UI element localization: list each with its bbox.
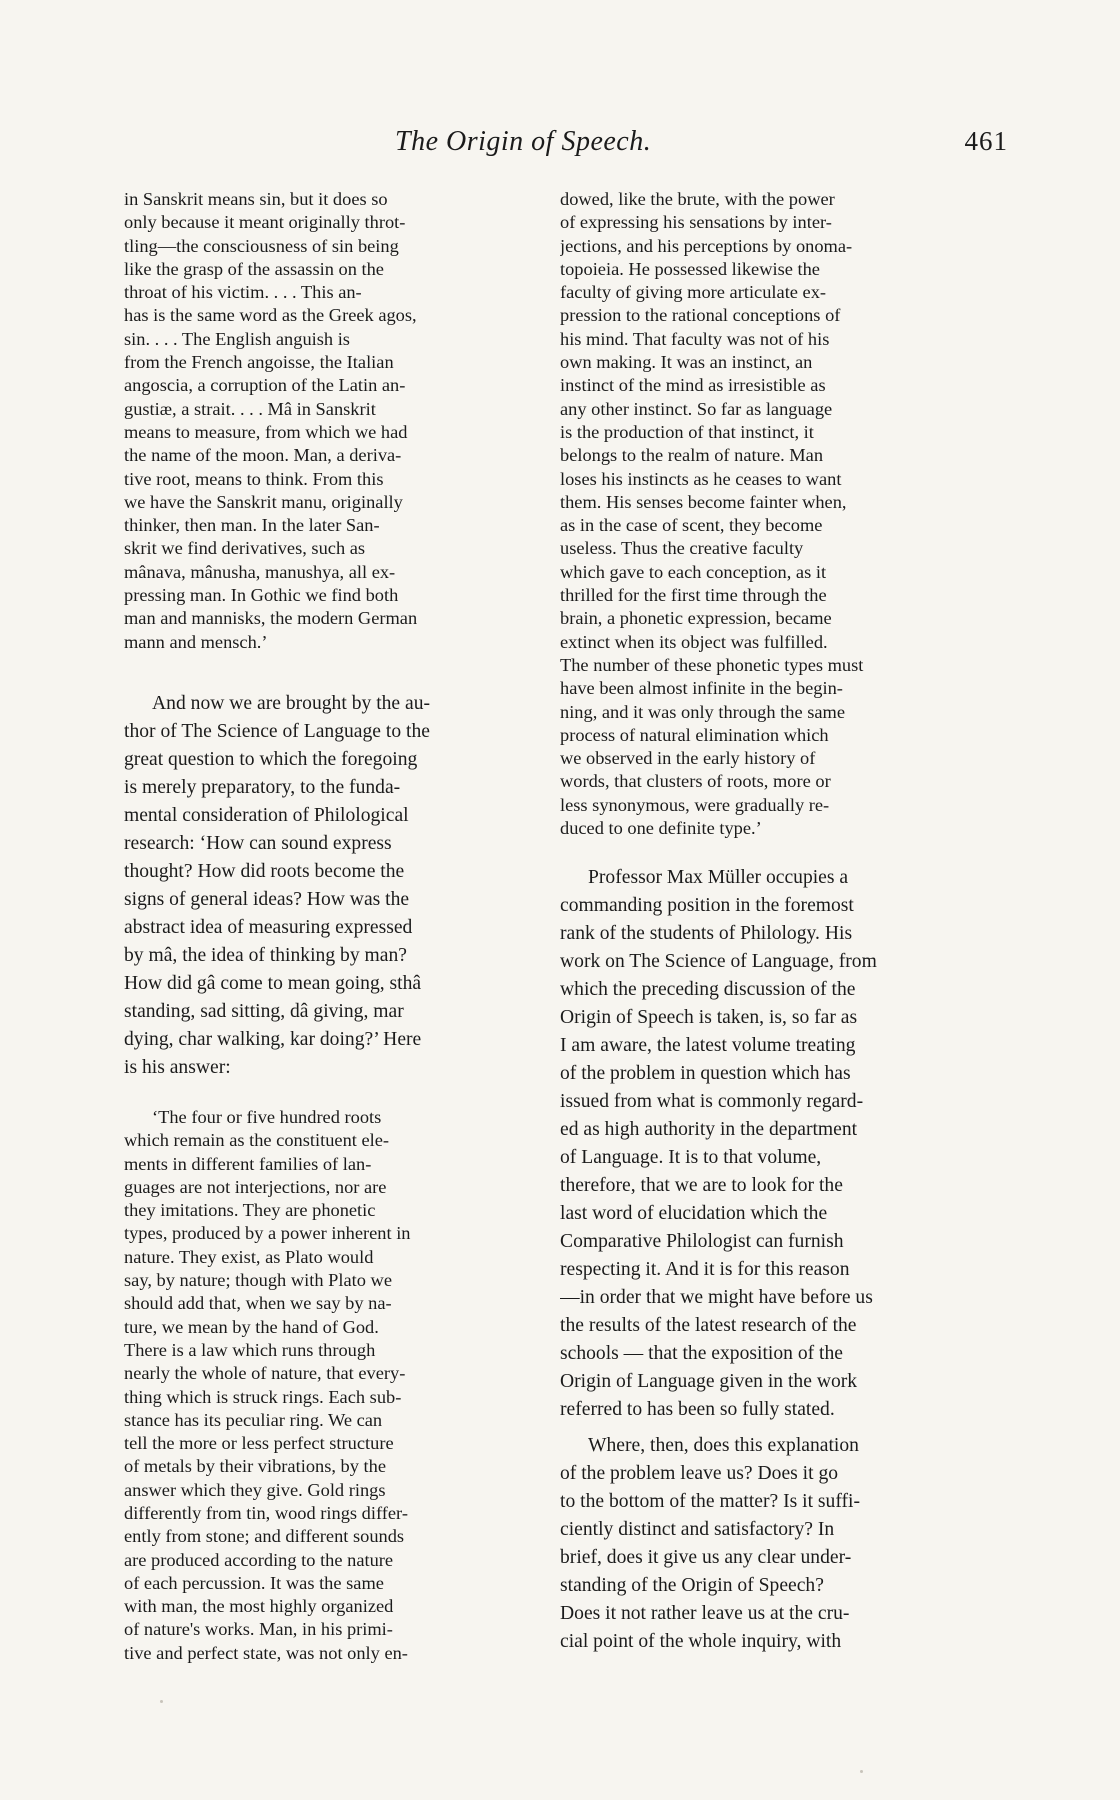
text-line: which the preceding discussion of the: [560, 979, 856, 1001]
text-line: signs of general ideas? How was the: [124, 888, 410, 910]
text-line: Where, then, does this explanation: [588, 1435, 859, 1457]
text-line: throat of his victim. . . . This an-: [124, 282, 362, 303]
quote-block-continued: [560, 188, 967, 840]
text-line: work on The Science of Language, from: [560, 951, 877, 973]
text-line: process of natural elimination which: [560, 724, 829, 745]
text-line: loses his instincts as he ceases to want: [560, 468, 842, 489]
text-line: is merely preparatory, to the funda-: [124, 776, 401, 798]
text-line: his mind. That faculty was not of his: [560, 328, 830, 349]
text-line: tive and perfect state, was not only en-: [124, 1642, 408, 1663]
text-line: I am aware, the latest volume treating: [560, 1035, 856, 1057]
text-line: thing which is struck rings. Each sub-: [124, 1386, 402, 1407]
text-line: of the problem in question which has: [560, 1063, 851, 1085]
running-header: [0, 126, 1120, 170]
text-line: is his answer:: [124, 1056, 231, 1078]
text-line: have been almost infinite in the begin-: [560, 678, 843, 699]
text-line: nearly the whole of nature, that every-: [124, 1363, 406, 1384]
text-line: types, produced by a power inherent in: [124, 1223, 411, 1244]
text-line: the name of the moon. Man, a deriva-: [124, 445, 402, 466]
text-line: are produced according to the nature: [124, 1549, 394, 1570]
text-line: tell the more or less perfect structure: [124, 1433, 394, 1454]
text-line: —in order that we might have before us: [560, 1287, 873, 1309]
text-line: useless. Thus the creative faculty: [560, 538, 804, 559]
text-line: them. His senses become fainter when,: [560, 491, 847, 512]
text-line: therefore, that we are to look for the: [560, 1175, 843, 1197]
text-line: brain, a phonetic expression, became: [560, 608, 832, 629]
text-line: nature. They exist, as Plato would: [124, 1246, 374, 1267]
text-line: the results of the latest research of the: [560, 1315, 857, 1337]
text-line: jections, and his perceptions by onoma-: [560, 235, 853, 256]
text-line: There is a law which runs through: [124, 1339, 376, 1360]
text-line: say, by nature; though with Plato we: [124, 1270, 392, 1291]
page-number: 461: [964, 126, 1008, 156]
text-line: we have the Sanskrit manu, originally: [124, 491, 403, 512]
text-line: dowed, like the brute, with the power: [560, 189, 835, 209]
quote-block-sanskrit: [124, 188, 543, 654]
text-line: means to measure, from which we had: [124, 421, 408, 442]
text-line: answer which they give. Gold rings: [124, 1479, 386, 1500]
text-line: differently from tin, wood rings differ-: [124, 1502, 408, 1523]
text-line: And now we are brought by the au-: [152, 692, 431, 714]
right-column: [560, 188, 967, 1656]
text-line: only because it meant originally throt-: [124, 212, 406, 233]
text-line: rank of the students of Philology. His: [560, 923, 853, 945]
text-line: pressing man. In Gothic we find both: [124, 585, 399, 606]
text-line: man and mannisks, the modern German: [124, 608, 418, 629]
text-line: schools — that the exposition of the: [560, 1343, 843, 1365]
text-line: cial point of the whole inquiry, with: [560, 1631, 842, 1653]
text-line: belongs to the realm of nature. Man: [560, 445, 824, 466]
text-line: last word of elucidation which the: [560, 1203, 828, 1225]
text-line: gustiæ, a strait. . . . Mâ in Sanskrit: [124, 398, 376, 419]
text-line: of Language. It is to that volume,: [560, 1147, 822, 1169]
text-line: topoieia. He possessed likewise the: [560, 258, 820, 279]
text-line: of nature's works. Man, in his primi-: [124, 1619, 393, 1640]
text-line: pression to the rational conceptions of: [560, 305, 841, 326]
text-line: of expressing his sensations by inter-: [560, 212, 832, 233]
text-line: standing, sad sitting, dâ giving, mar: [124, 1000, 404, 1022]
text-line: referred to has been so fully stated.: [560, 1399, 835, 1421]
text-line: Does it not rather leave us at the cru-: [560, 1603, 850, 1625]
text-line: we observed in the early history of: [560, 748, 816, 769]
text-line: brief, does it give us any clear under-: [560, 1547, 852, 1569]
paragraph-max-muller: [560, 864, 967, 1424]
text-line: tling—the consciousness of sin being: [124, 235, 399, 256]
text-line: by mâ, the idea of thinking by man?: [124, 944, 407, 966]
text-line: ently from stone; and different sounds: [124, 1526, 405, 1547]
text-line: like the grasp of the assassin on the: [124, 258, 384, 279]
text-line: ciently distinct and satisfactory? In: [560, 1519, 835, 1541]
text-line: which gave to each conception, as it: [560, 561, 827, 582]
text-line: should add that, when we say by na-: [124, 1293, 392, 1314]
text-line: of each percussion. It was the same: [124, 1572, 384, 1593]
text-line: ed as high authority in the department: [560, 1119, 858, 1141]
text-line: instinct of the mind as irresistible as: [560, 375, 826, 396]
text-line: thought? How did roots become the: [124, 860, 405, 882]
text-line: words, that clusters of roots, more or: [560, 771, 831, 792]
text-line: is the production of that instinct, it: [560, 421, 814, 442]
text-line: thrilled for the first time through the: [560, 585, 827, 606]
text-line: Professor Max Müller occupies a: [588, 867, 849, 889]
text-line: How did gâ come to mean going, sthâ: [124, 972, 422, 994]
text-line: less synonymous, were gradually re-: [560, 794, 830, 815]
text-line: great question to which the foregoing: [124, 748, 418, 770]
text-line: commanding position in the foremost: [560, 895, 854, 917]
text-line: thor of The Science of Language to the: [124, 720, 430, 742]
text-line: stance has its peculiar ring. We can: [124, 1409, 383, 1430]
text-line: own making. It was an instinct, an: [560, 352, 813, 373]
text-line: with man, the most highly organized: [124, 1596, 394, 1617]
text-line: Origin of Speech is taken, is, so far as: [560, 1007, 858, 1029]
text-line: in Sanskrit means sin, but it does so: [124, 189, 388, 209]
text-line: from the French angoisse, the Italian: [124, 352, 394, 373]
paragraph-explanation: [560, 1432, 967, 1656]
text-line: which remain as the constituent ele-: [124, 1130, 390, 1151]
text-line: skrit we find derivatives, such as: [124, 538, 366, 559]
text-line: faculty of giving more articulate ex-: [560, 282, 827, 303]
text-line: research: ‘How can sound express: [124, 832, 392, 854]
left-column: [124, 188, 543, 1665]
text-line: has is the same word as the Greek agos,: [124, 305, 417, 326]
text-line: issued from what is commonly regard-: [560, 1091, 864, 1113]
text-line: sin. . . . The English anguish is: [124, 328, 350, 349]
text-line: Comparative Philologist can furnish: [560, 1231, 844, 1253]
text-line: mânava, mânusha, manushya, all ex-: [124, 561, 396, 582]
text-line: any other instinct. So far as language: [560, 398, 833, 419]
text-line: Origin of Language given in the work: [560, 1371, 858, 1393]
text-line: angoscia, a corruption of the Latin an-: [124, 375, 406, 396]
text-line: ‘The four or five hundred roots: [152, 1106, 382, 1127]
text-line: standing of the Origin of Speech?: [560, 1575, 824, 1597]
text-line: extinct when its object was fulfilled.: [560, 631, 828, 652]
text-line: ning, and it was only through the same: [560, 701, 846, 722]
text-line: to the bottom of the matter? Is it suffi-: [560, 1491, 861, 1513]
text-line: abstract idea of measuring expressed: [124, 916, 413, 938]
text-line: mann and mensch.’: [124, 631, 268, 652]
text-line: of metals by their vibrations, by the: [124, 1456, 387, 1477]
running-title: The Origin of Speech.: [395, 126, 652, 157]
text-line: dying, char walking, kar doing?’ Here: [124, 1028, 422, 1050]
text-line: ments in different families of lan-: [124, 1153, 372, 1174]
text-line: mental consideration of Philological: [124, 804, 409, 826]
text-line: tive root, means to think. From this: [124, 468, 384, 489]
text-line: guages are not interjections, nor are: [124, 1176, 387, 1197]
text-line: duced to one definite type.’: [560, 818, 762, 839]
text-line: ture, we mean by the hand of God.: [124, 1316, 379, 1337]
text-line: The number of these phonetic types must: [560, 654, 864, 675]
text-line: they imitations. They are phonetic: [124, 1200, 376, 1221]
text-line: of the problem leave us? Does it go: [560, 1463, 839, 1485]
quote-block-roots: [124, 1106, 543, 1665]
paragraph-question: [124, 690, 543, 1082]
text-line: as in the case of scent, they become: [560, 515, 823, 536]
text-line: respecting it. And it is for this reason: [560, 1259, 850, 1281]
text-line: thinker, then man. In the later San-: [124, 515, 380, 536]
